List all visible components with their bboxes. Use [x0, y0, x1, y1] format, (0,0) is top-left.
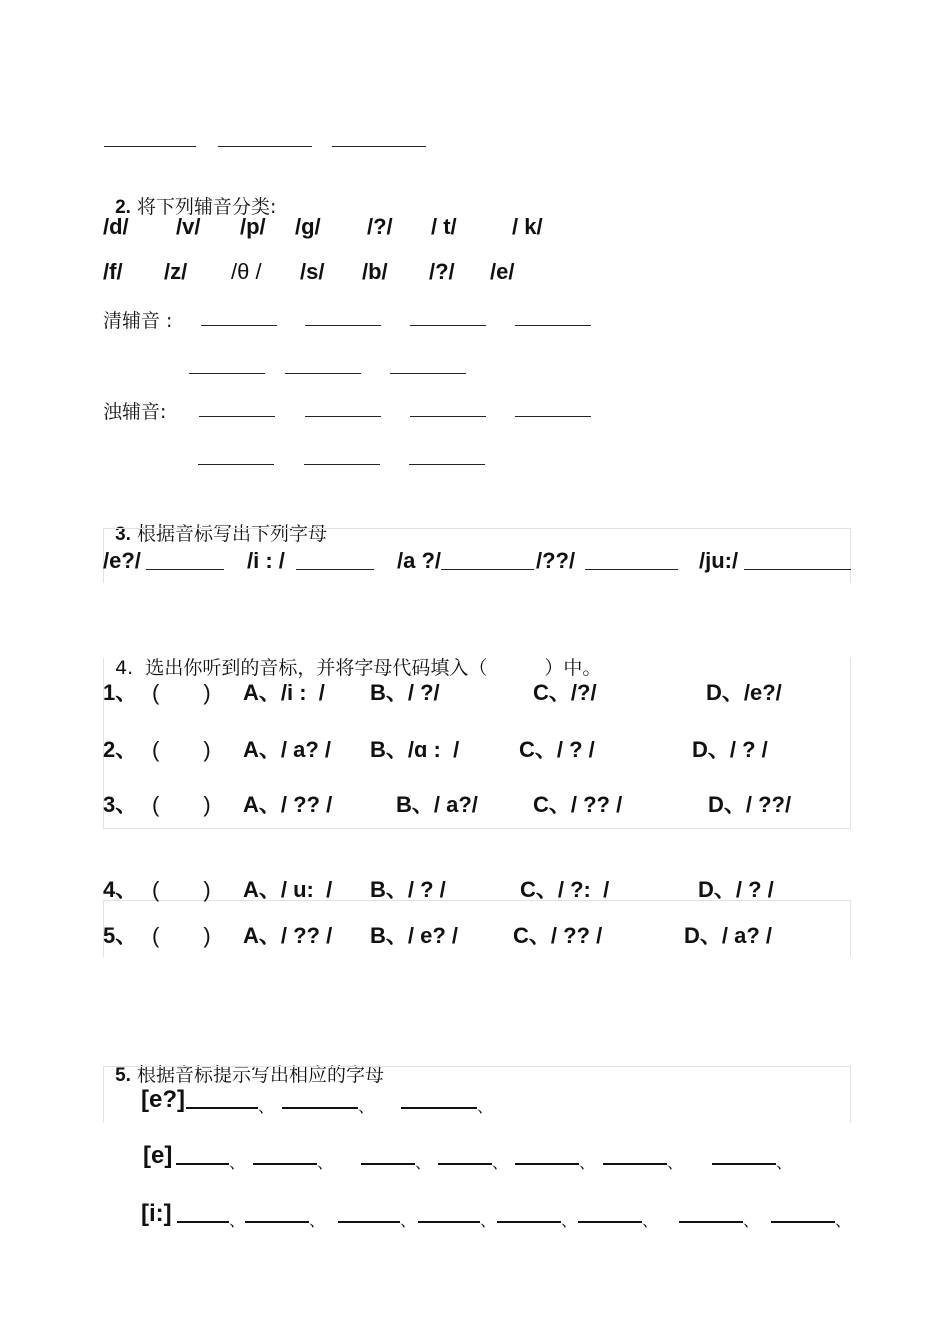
voiced-label: 浊辅音:	[103, 401, 167, 423]
separator: 、	[477, 1097, 494, 1116]
option-b: B、/ e? /	[370, 923, 459, 948]
phonetic-symbol: [e?]	[141, 1086, 185, 1113]
separator: 、	[492, 1153, 509, 1172]
section-number: 2.	[115, 197, 131, 218]
consonant: /b/	[362, 259, 388, 284]
option-d: D、/ ? /	[692, 737, 768, 762]
option-a: A、/ u: /	[243, 877, 333, 902]
separator: 、	[667, 1153, 684, 1172]
consonant: / k/	[512, 214, 543, 239]
answer-blank	[578, 1221, 642, 1223]
separator: 、	[317, 1153, 334, 1172]
answer-blank	[744, 569, 851, 570]
section-2-heading	[103, 170, 276, 219]
answer-blank	[515, 416, 591, 417]
answer-blank	[177, 1221, 229, 1223]
consonant: /v/	[176, 214, 201, 239]
option-a: A、/i : /	[243, 680, 325, 705]
phonetic-item: /ju:/	[699, 548, 739, 573]
section-number: 3.	[115, 524, 131, 545]
section-title: 选出你听到的音标，并将字母代码填入（ ）中。	[145, 657, 602, 679]
option-b: B、/ɑ : /	[370, 737, 460, 762]
option-d: D、/e?/	[706, 680, 782, 705]
option-b: B、/ a?/	[396, 792, 478, 817]
option-b: B、/ ? /	[370, 877, 446, 902]
answer-blank	[338, 1221, 400, 1223]
question-number: 2、	[103, 737, 138, 762]
separator: 、	[480, 1211, 497, 1230]
answer-parenthesis[interactable]: ( )	[152, 877, 211, 902]
answer-blank	[603, 1163, 667, 1165]
option-c: C、/ ?? /	[533, 792, 623, 817]
answer-blank	[285, 373, 361, 374]
separator: 、	[400, 1211, 417, 1230]
answer-blank	[410, 416, 486, 417]
answer-blank	[497, 1221, 561, 1223]
answer-parenthesis[interactable]: ( )	[152, 680, 211, 705]
separator: 、	[309, 1211, 326, 1230]
consonant: /g/	[295, 214, 321, 239]
answer-blank	[245, 1221, 309, 1223]
option-c: C、/?/	[533, 680, 597, 705]
option-b: B、/ ?/	[370, 680, 440, 705]
question-number: 1、	[103, 680, 138, 705]
consonant: /p/	[240, 214, 266, 239]
separator: 、	[229, 1153, 246, 1172]
section-title: 将下列辅音分类:	[137, 196, 277, 218]
answer-blank	[218, 146, 312, 147]
consonant: /θ /	[231, 259, 262, 284]
option-d: D、/ a? /	[684, 923, 773, 948]
option-d: D、/ ? /	[698, 877, 774, 902]
answer-blank	[515, 1163, 579, 1165]
answer-blank	[304, 464, 380, 465]
question-number: 3、	[103, 792, 138, 817]
option-a: A、/ ?? /	[243, 792, 333, 817]
voiceless-label: 清辅音 :	[103, 310, 173, 332]
answer-blank	[198, 464, 274, 465]
consonant: /?/	[429, 259, 455, 284]
phonetic-item: /e?/	[103, 548, 141, 573]
question-number: 4、	[103, 877, 138, 902]
separator: 、	[579, 1153, 596, 1172]
answer-blank	[712, 1163, 776, 1165]
answer-blank	[189, 373, 265, 374]
answer-blank	[418, 1221, 480, 1223]
section-title: 根据音标提示写出相应的字母	[137, 1064, 385, 1086]
section-title: 根据音标写出下列字母	[137, 523, 328, 545]
consonant: /z/	[164, 259, 188, 284]
answer-blank	[332, 146, 426, 147]
separator: 、	[743, 1211, 760, 1230]
answer-blank	[771, 1221, 835, 1223]
answer-blank	[409, 464, 485, 465]
question-number: 5、	[103, 923, 138, 948]
answer-blank	[296, 569, 374, 570]
answer-blank	[305, 325, 381, 326]
separator: 、	[415, 1153, 432, 1172]
answer-blank	[390, 373, 466, 374]
option-c: C、/ ?? /	[513, 923, 603, 948]
answer-parenthesis[interactable]: ( )	[152, 923, 211, 948]
phonetic-symbol: [i:]	[141, 1200, 172, 1227]
separator: 、	[229, 1211, 246, 1230]
answer-blank	[199, 416, 275, 417]
answer-blank	[201, 325, 277, 326]
answer-blank	[679, 1221, 743, 1223]
answer-blank	[361, 1163, 415, 1165]
option-a: A、/ a? /	[243, 737, 332, 762]
answer-blank	[282, 1107, 358, 1109]
option-a: A、/ ?? /	[243, 923, 333, 948]
separator: 、	[835, 1211, 852, 1230]
consonant: /d/	[103, 214, 129, 239]
phonetic-item: /i : /	[247, 548, 285, 573]
phonetic-item: /a ?/	[397, 548, 442, 573]
answer-blank	[410, 325, 486, 326]
separator: 、	[776, 1153, 793, 1172]
answer-blank	[186, 1107, 258, 1109]
section-3-box	[103, 528, 851, 583]
answer-blank	[176, 1163, 229, 1165]
phonetic-symbol: [e]	[143, 1142, 173, 1169]
consonant: /s/	[300, 259, 325, 284]
answer-blank	[515, 325, 591, 326]
option-c: C、/ ? /	[519, 737, 595, 762]
answer-blank	[146, 569, 224, 570]
consonant: /e/	[490, 259, 515, 284]
answer-blank	[253, 1163, 317, 1165]
consonant: / t/	[431, 214, 457, 239]
phonetic-item: /??/	[536, 548, 576, 573]
answer-blank	[441, 569, 534, 570]
option-d: D、/ ??/	[708, 792, 792, 817]
answer-blank	[401, 1107, 477, 1109]
answer-blank	[104, 146, 196, 147]
separator: 、	[358, 1097, 375, 1116]
consonant: /?/	[367, 214, 393, 239]
consonant: /f/	[103, 259, 123, 284]
separator: 、	[258, 1097, 275, 1116]
section-number: 5.	[115, 1065, 131, 1086]
answer-blank	[305, 416, 381, 417]
answer-parenthesis[interactable]: ( )	[152, 737, 211, 762]
separator: 、	[642, 1211, 659, 1230]
separator: 、	[561, 1211, 578, 1230]
answer-blank	[438, 1163, 492, 1165]
answer-blank	[585, 569, 678, 570]
option-c: C、/ ?: /	[520, 877, 610, 902]
answer-parenthesis[interactable]: ( )	[152, 792, 211, 817]
section-number: 4.	[115, 657, 134, 679]
